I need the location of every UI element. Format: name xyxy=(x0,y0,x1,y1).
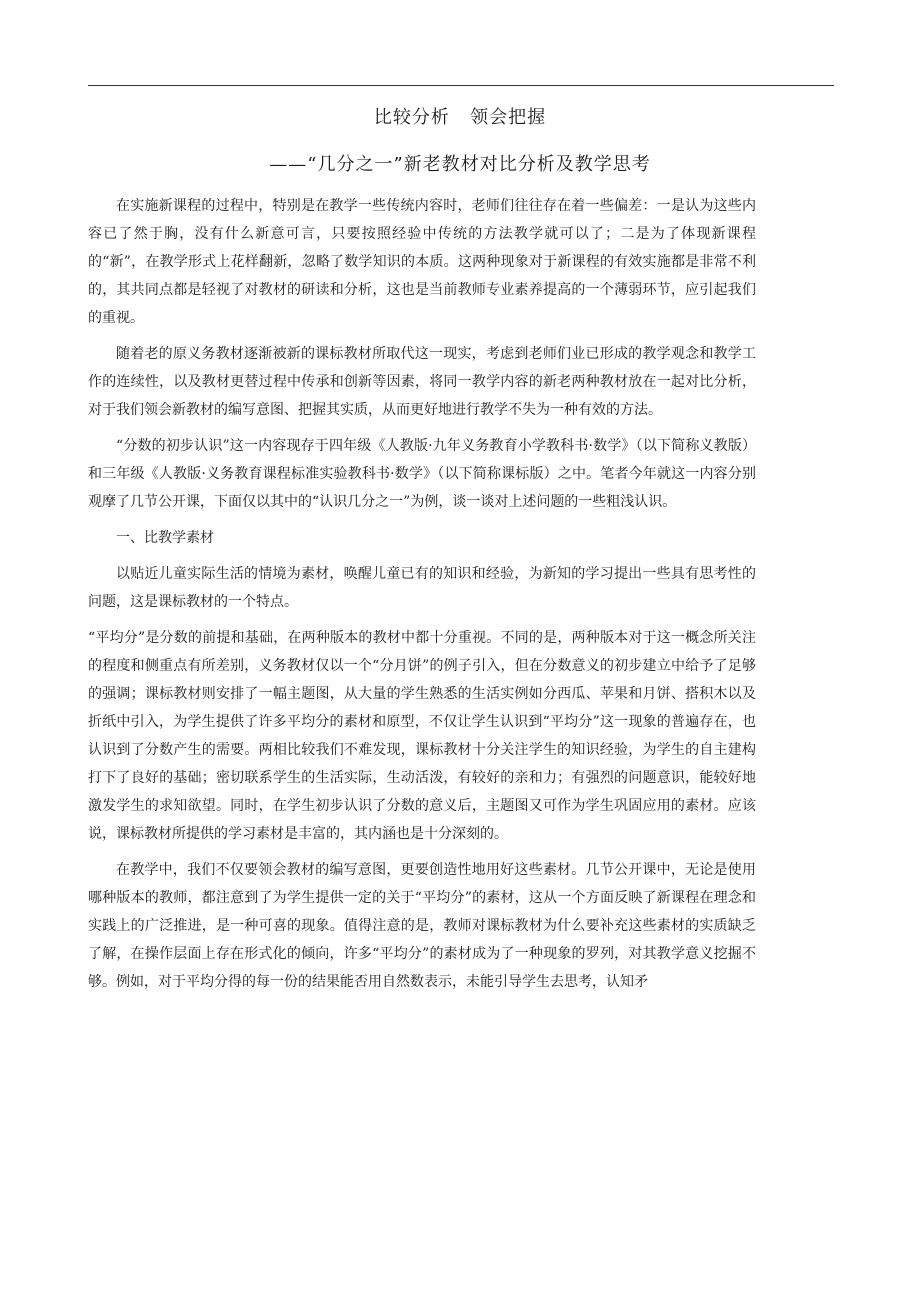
paragraph-material-feature: 以贴近儿童实际生活的情境为素材，唤醒儿童已有的知识和经验，为新知的学习提出一些具有思考性的问题，这是课标教材的一个特点。 xyxy=(88,566,756,610)
paragraph-average-division: “平均分”是分数的前提和基础，在两种版本的教材中都十分重视。不同的是，两种版本对于这一概念所关注的程度和侧重点有所差别，义务教材仅以一个“分月饼”的例子引入，但在分数意义的初步建立中给予了足够的强调；课标教材则安排了一幅主题图，从大量的学生熟悉的生活实例如分西瓜、苹果和月饼、搭积木以及折纸中引入，为学生提供了许多平均分的素材和原型，不仅让学生认识到“平均分”这一现象的普遍存在，也认识到了分数产生的需要。两相比较我们不难发现，课标教材十分关注学生的知识经验，为学生的自主建构打下了良好的基础；密切联系学生的生活实际，生动活泼，有较好的亲和力；有强烈的问题意识，能较好地激发学生的求知欲望。同时，在学生初步认识了分数的意义后，主题图又可作为学生巩固应用的素材。应该说，课标教材所提供的学习素材是丰富的，其内涵也是十分深刻的。 xyxy=(88,630,756,842)
paragraph-teaching: 在教学中，我们不仅要领会教材的编写意图，更要创造性地用好这些素材。几节公开课中，无论是使用哪种版本的教师，都注意到了为学生提供一定的关于“平均分”的素材，这从一个方面反映了新课程在理念和实践上的广泛推进，是一种可喜的现象。值得注意的是，教师对课标教材为什么要补充这些素材的实质缺乏了解，在操作层面上存在形式化的倾向，许多“平均分”的素材成为了一种现象的罗列，对其教学意义挖掘不够。例如，对于平均分得的每一份的结果能否用自然数表示，未能引导学生去思考，认知矛 xyxy=(88,862,756,990)
document-body xyxy=(88,192,756,1004)
paragraph-intro: 在实施新课程的过程中，特别是在教学一些传统内容时，老师们往往存在着一些偏差：一是认为这些内容已了然于胸，没有什么新意可言，只要按照经验中传统的方法教学就可以了；二是为了体现新课程的“新”，在教学形式上花样翻新，忽略了数学知识的本质。这两种现象对于新课程的有效实施都是非常不利的，其共同点都是轻视了对教材的研读和分析，这也是当前教师专业素养提高的一个薄弱环节，应引起我们的重视。 xyxy=(88,198,756,326)
section-heading: 一、比教学素材 xyxy=(116,530,214,546)
paragraph-context: 随着老的原义务教材逐渐被新的课标教材所取代这一现实，考虑到老师们业已形成的教学观念和教学工作的连续性，以及教材更替过程中传承和创新等因素，将同一教学内容的新老两种教材放在一起对比分析，对于我们领会新教材的编写意图、把握其实质，从而更好地进行教学不失为一种有效的方法。 xyxy=(88,346,756,418)
paragraph-topic: “分数的初步认识”这一内容现存于四年级《人教版·九年义务教育小学教科书·数学》（以下简称义教版）和三年级《人教版·义务教育课程标准实验教科书·数学》（以下简称课标版）之中。笔者今年就这一内容分别观摩了几节公开课，下面仅以其中的“认识几分之一”为例，谈一谈对上述问题的一些粗浅认识。 xyxy=(88,438,756,510)
page-subtitle: ——“几分之一”新老教材对比分析及教学思考 xyxy=(269,154,651,175)
page-title: 比较分析 领会把握 xyxy=(373,107,547,128)
header-rule xyxy=(88,85,834,86)
